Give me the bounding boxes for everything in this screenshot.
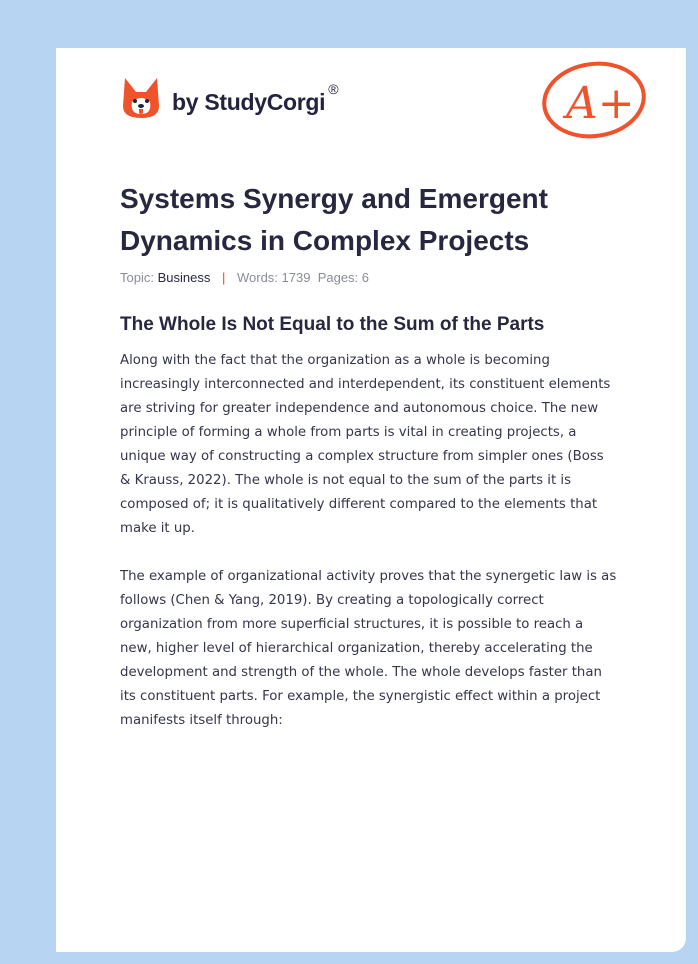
studycorgi-logo[interactable] — [122, 76, 338, 120]
text-line: unique way of constructing a complex structure from simpler ones (Boss — [120, 449, 604, 464]
page-count: Pages: 6 — [317, 270, 370, 285]
registered-mark: ® — [328, 80, 339, 97]
article-body — [120, 349, 640, 757]
text-line: The example of organizational activity proves that the synergetic law is as — [120, 569, 617, 584]
a-plus-grade-icon — [538, 58, 650, 142]
section-heading: The Whole Is Not Equal to the Sum of the Parts — [120, 314, 545, 335]
document-meta — [120, 270, 369, 285]
topic-label: Topic: — [120, 270, 154, 285]
page-title: Systems Synergy and Emergent Dynamics in Complex Projects — [120, 183, 548, 256]
corgi-icon — [122, 76, 160, 120]
word-count: Words: 1739 — [236, 270, 311, 285]
text-line: new, higher level of hierarchical organization, thereby accelerating the — [120, 641, 593, 656]
text-line: increasingly interconnected and interdependent, its constituent elements — [120, 377, 611, 392]
text-line: follows (Chen & Yang, 2019). By creating a topologically correct — [120, 593, 544, 608]
document-page — [56, 48, 686, 952]
text-line: manifests itself through: — [120, 713, 283, 728]
text-line: its constituent parts. For example, the synergistic effect within a project — [120, 689, 601, 704]
brand-text: by StudyCorgi — [172, 88, 326, 115]
text-line: composed of; it is qualitatively different compared to the elements that — [120, 497, 598, 512]
paragraph — [120, 565, 640, 733]
text-line: development and strength of the whole. The whole develops faster than — [120, 665, 602, 680]
text-line: Along with the fact that the organization as a whole is becoming — [120, 353, 550, 368]
topic-link[interactable]: Business — [157, 270, 211, 285]
meta-separator: | — [221, 270, 226, 285]
text-line: organization from more superficial structures, it is possible to reach a — [120, 617, 584, 632]
text-line: make it up. — [120, 521, 195, 536]
text-line: & Krauss, 2022). The whole is not equal to the sum of the parts it is — [120, 473, 572, 488]
paragraph — [120, 349, 640, 541]
brand-name — [172, 80, 339, 116]
text-line: principle of forming a whole from parts is vital in creating projects, a — [120, 425, 577, 440]
grade-text: A+ — [566, 78, 635, 129]
text-line: are striving for greater independence and autonomous choice. The new — [120, 401, 599, 416]
